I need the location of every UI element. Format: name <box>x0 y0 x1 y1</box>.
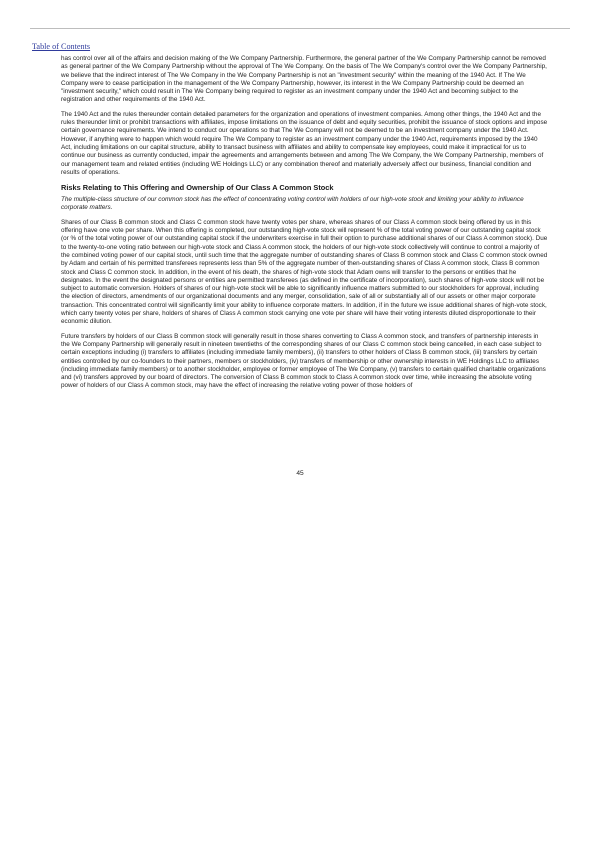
document-body <box>61 55 548 397</box>
paragraph-future-transfers: Future transfers by holders of our Class B common stock will generally result in those shares converting to Class A common stock, and transfers of partnership interests in the We Company Partnership will generally result in nineteen twentieths of the corresponding shares of our Class C common stock being cancelled, in each case subject to certain exceptions including (i) transfers to affiliates (including immediate family members), (ii) transfers to other holders of Class B common stock, (iii) transfers by certain entities controlled by our co-founders to their partners, members or stockholders, (iv) transfers of membership or other ownership interests in WE Holdings LLC to affiliates (including immediate family members) or to another stockholder, employee or former employee of The We Company, (v) transfers to certain qualified charitable organizations and (vi) transfers approved by our board of directors. The conversion of Class B common stock to Class A common stock over time, while increasing the absolute voting power of holders of our Class A common stock, may have the effect of increasing the relative voting power of those holders of <box>61 332 546 390</box>
page-number: 45 <box>296 470 304 477</box>
paragraph-1940-act: The 1940 Act and the rules thereunder contain detailed parameters for the organization and operations of investment companies. Among other things, the 1940 Act and the rules thereunder limit or prohibit transactions with affiliates, impose limitations on the issuance of debt and equity securities, prohibit the issuance of stock options and impose certain governance requirements. We intend to conduct our operations so that The We Company will not be deemed to be an investment company under the 1940 Act. However, if anything were to happen which would require The We Company to register as an investment company under the 1940 Act, requirements imposed by the 1940 Act, including limitations on our capital structure, ability to transact business with affiliates and ability to compensate key employees, could make it impractical for us to continue our business as currently conducted, impair the agreements and arrangements between and among The We Company, the We Company Partnership, members of our management team and related entities (including WE Holdings LLC) or any combination thereof and materially adversely affect our business, financial condition and results of operations. <box>61 110 548 176</box>
paragraph-investment-security: has control over all of the affairs and decision making of the We Company Partnership. Furthermore, the general partner of the We Company Partnership cannot be removed as general partner of the We Company Partnership without the approval of The We Company. On the basis of The We Company's control over the We Company Partnership, we believe that the indirect interest of The We Company in the We Company Partnership is not an "investment security" within the meaning of the 1940 Act. If The We Company were to cease participation in the management of the We Company Partnership, however, its interest in the We Company Partnership could be deemed an "investment security," which could result in The We Company being required to register as an investment company under the 1940 Act and becoming subject to the registration and other requirements of the 1940 Act. <box>61 55 547 104</box>
risk-factor-caption: The multiple-class structure of our common stock has the effect of concentrating voting control with holders of our high-vote stock and limiting your ability to influence corporate matters. <box>61 196 524 212</box>
table-of-contents-link[interactable]: Table of Contents <box>32 42 91 51</box>
paragraph-voting-power: Shares of our Class B common stock and Class C common stock have twenty votes per share, whereas shares of our Class A common stock being offered by us in this offering have one vote per share. When this offering is completed, our outstanding high-vote stock will represent % of the total voting power of our outstanding capital stock (or % of the total voting power of our outstanding capital stock if the underwriters exercise in full their option to purchase additional shares of our Class A common stock). Due to the twenty-to-one voting ratio between our high-vote stock and Class A common stock, the holders of our high-vote stock collectively will continue to control a majority of the combined voting power of our capital stock, until such time that the aggregate number of outstanding shares of Class B common stock and Class C common stock owned by Adam and certain of his permitted transferees represents less than 5% of the aggregate number of then-outstanding shares of Class A common stock, Class B common stock and Class C common stock. In addition, in the event of his death, the shares of high-vote stock that Adam owns will transfer to the persons or entities that he designates. In the event the designated persons or entities are permitted transferees (as defined in the certificate of incorporation), such shares of high-vote stock will not be subject to automatic conversion. Holders of shares of our high-vote stock will be able to significantly influence matters submitted to our stockholders for approval, including the election of directors, amendments of our organizational documents and any merger, consolidation, sale of all or substantially all of our assets or other major corporate transaction. This concentrated control will significantly limit your ability to influence corporate matters. In addition, if in the future we issue additional shares of high-vote stock, which carry twenty votes per share, holders of shares of Class A common stock carrying one vote per share will have their voting interests diluted disproportionate to their economic dilution. <box>61 218 548 326</box>
section-heading: Risks Relating to This Offering and Ownership of Our Class A Common Stock <box>61 183 334 193</box>
header-divider <box>30 28 570 29</box>
